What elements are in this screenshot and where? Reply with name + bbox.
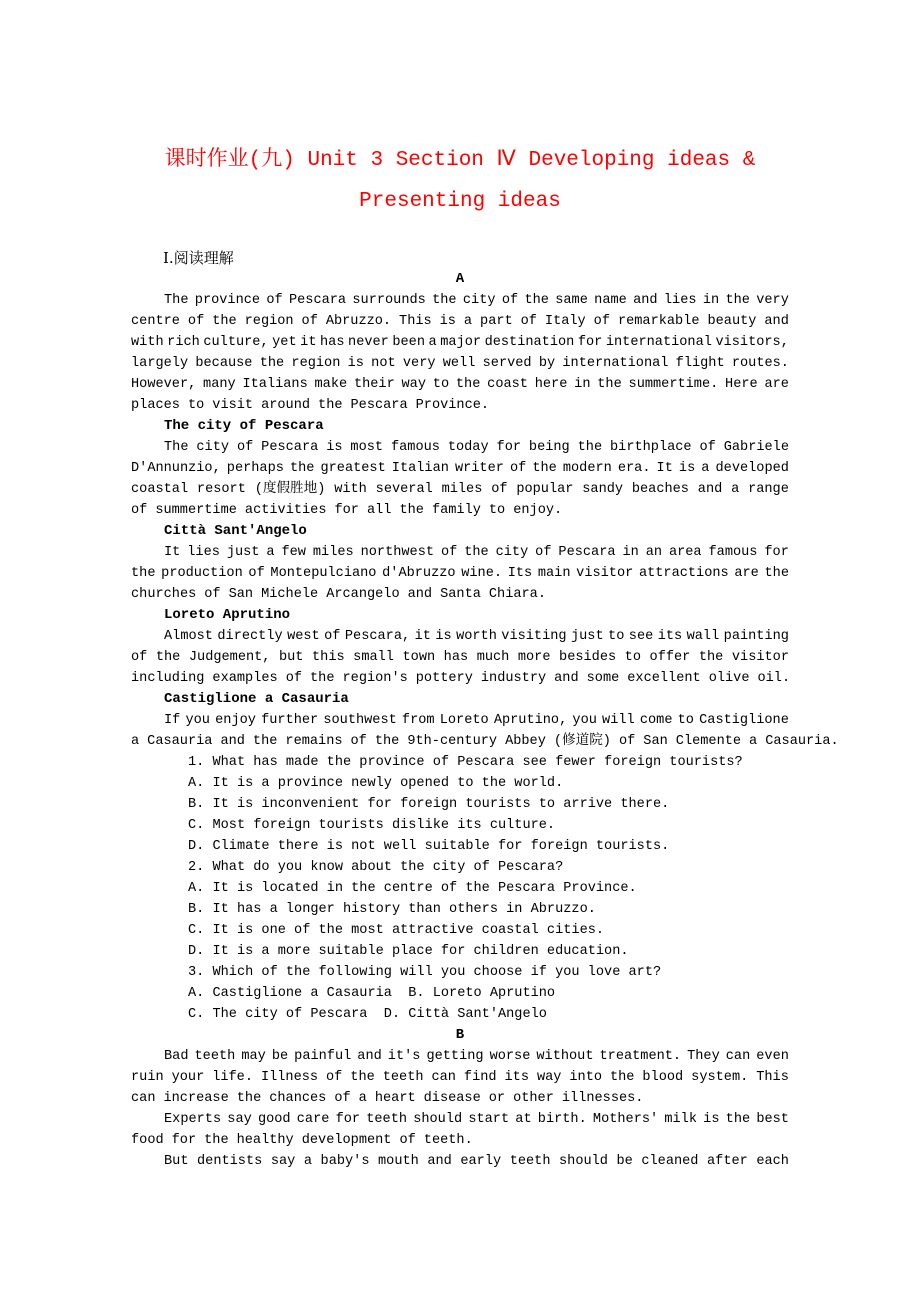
paragraph-line: ruin your life. Illness of the teeth can find its way into the blood system. This	[131, 1070, 789, 1085]
subheading: The city of Pescara	[164, 418, 324, 434]
answer-option: C. Most foreign tourists dislike its culture.	[188, 818, 556, 833]
paragraph-line: The province of Pescara surrounds the city of the same name and lies in the very	[164, 293, 789, 308]
answer-option: A. It is a province newly opened to the world.	[188, 776, 564, 791]
paragraph-line: The city of Pescara is most famous today for being the birthplace of Gabriele	[164, 440, 789, 455]
answer-option: B. It is inconvenient for foreign tourists to arrive there.	[188, 797, 670, 812]
answer-option: A. It is located in the centre of the Pescara Province.	[188, 881, 637, 896]
question: 3. Which of the following will you choose if you love art?	[188, 965, 662, 980]
paragraph-line: But dentists say a baby's mouth and early teeth should be cleaned after each	[164, 1154, 789, 1169]
passage-b-label: B	[455, 1027, 465, 1043]
subheading: Città Sant'Angelo	[164, 523, 307, 539]
answer-option: A. Castiglione a Casauria B. Loreto Aprutino	[188, 986, 556, 1001]
question: 2. What do you know about the city of Pescara?	[188, 860, 564, 875]
paragraph-line: However, many Italians make their way to the coast here in the summertime. Here are	[131, 377, 789, 392]
question: 1. What has made the province of Pescara see fewer foreign tourists?	[188, 755, 743, 770]
answer-option: B. It has a longer history than others in Abruzzo.	[188, 902, 596, 917]
paragraph-line: including examples of the region's pottery industry and some excellent olive oil.	[131, 671, 791, 686]
paragraph-line: coastal resort (度假胜地) with several miles of popular sandy beaches and a range	[131, 482, 789, 497]
document-title-line-1: 课时作业(九) Unit 3 Section Ⅳ Developing ideas &	[164, 149, 756, 172]
answer-option: C. The city of Pescara D. Città Sant'Angelo	[188, 1007, 547, 1022]
passage-a-label: A	[455, 271, 465, 287]
paragraph-line: the production of Montepulciano d'Abruzzo wine. Its main visitor attractions are the	[131, 566, 789, 581]
answer-option: C. It is one of the most attractive coastal cities.	[188, 923, 605, 938]
passage-a	[131, 290, 839, 752]
subheading: Loreto Aprutino	[164, 607, 291, 623]
paragraph-line: Almost directly west of Pescara, it is worth visiting just to see its wall painting	[164, 629, 789, 644]
subheading: Castiglione a Casauria	[164, 691, 349, 707]
paragraph-line: Bad teeth may be painful and it's getting worse without treatment. They can even	[164, 1049, 789, 1064]
questions	[131, 752, 789, 1025]
paragraph-line: of the Judgement, but this small town has much more besides to offer the visitor	[131, 650, 789, 665]
paragraph-line: largely because the region is not very well served by international flight routes.	[131, 356, 789, 371]
paragraph-line: D'Annunzio, perhaps the greatest Italian writer of the modern era. It is a developed	[131, 461, 789, 476]
answer-option: D. It is a more suitable place for children education.	[188, 944, 629, 959]
paragraph-line: of summertime activities for all the family to enjoy.	[131, 503, 563, 518]
document-title-line-2: Presenting ideas	[359, 190, 561, 213]
paragraph-line: Experts say good care for teeth should start at birth. Mothers' milk is the best	[164, 1112, 789, 1127]
passage-b	[131, 1046, 789, 1172]
section-heading: Ⅰ.阅读理解	[163, 249, 234, 267]
paragraph-line: It lies just a few miles northwest of the city of Pescara in an area famous for	[164, 545, 789, 560]
paragraph-line: centre of the region of Abruzzo. This is a part of Italy of remarkable beauty and	[131, 314, 789, 329]
paragraph-line: food for the healthy development of teeth.	[131, 1133, 473, 1148]
paragraph-line: churches of San Michele Arcangelo and Santa Chiara.	[131, 587, 546, 602]
document-body	[131, 248, 839, 1172]
paragraph-line: places to visit around the Pescara Province.	[131, 398, 490, 413]
paragraph-line: can increase the chances of a heart disease or other illnesses.	[131, 1091, 644, 1106]
answer-option: D. Climate there is not well suitable for foreign tourists.	[188, 839, 670, 854]
paragraph-line: a Casauria and the remains of the 9th-century Abbey (修道院) of San Clemente a Casauria.	[131, 734, 839, 749]
paragraph-line: with rich culture, yet it has never been a major destination for international visitors,	[131, 335, 789, 350]
paragraph-line: If you enjoy further southwest from Loreto Aprutino, you will come to Castiglione	[164, 713, 789, 728]
